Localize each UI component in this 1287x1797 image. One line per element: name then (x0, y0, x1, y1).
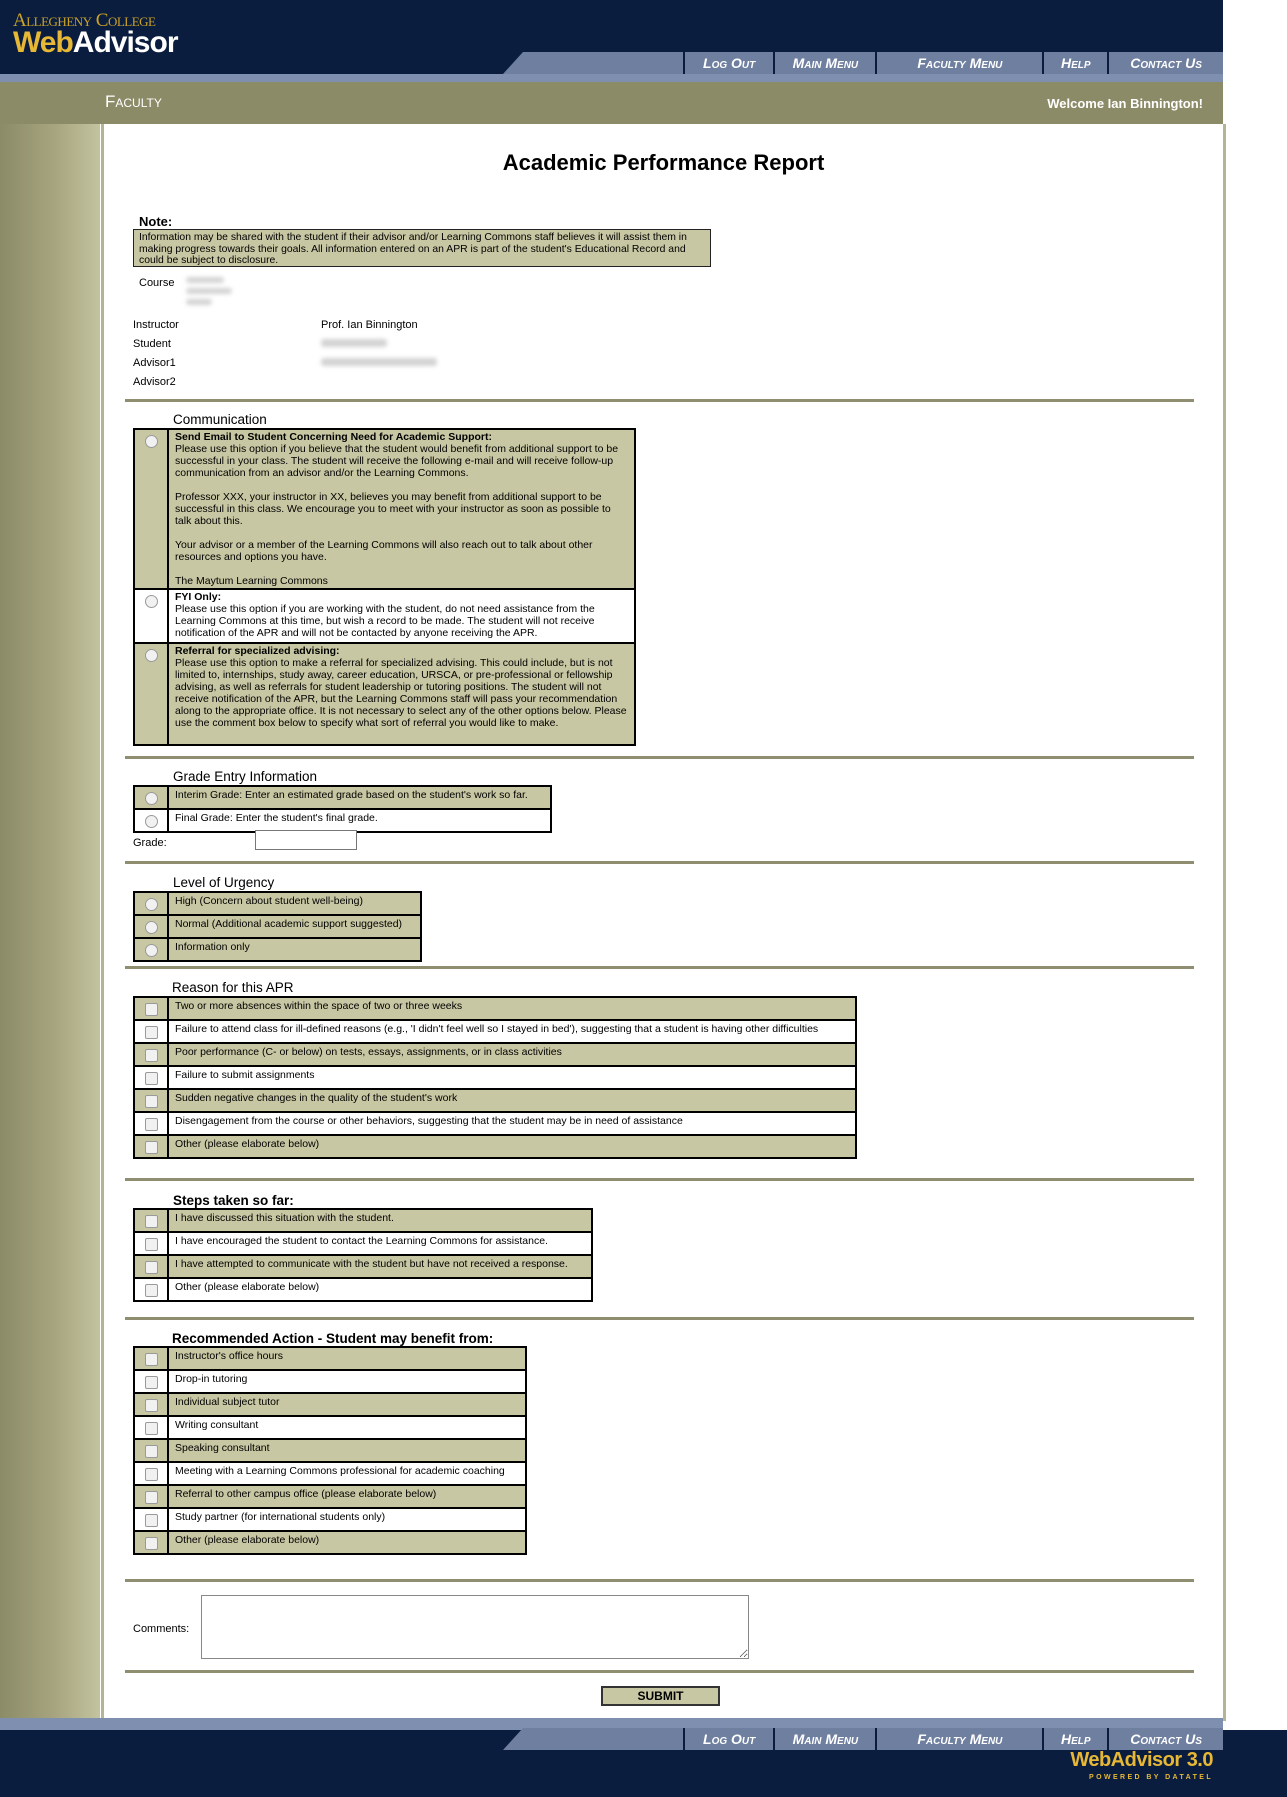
recommend-checkbox[interactable] (145, 1376, 158, 1389)
recommend-checkbox[interactable] (145, 1353, 158, 1366)
referral-radio[interactable] (145, 649, 158, 662)
send-email-radio[interactable] (145, 435, 158, 448)
send-email-title: Send Email to Student Concerning Need for Academic Support: (175, 431, 492, 443)
fyi-only-radio[interactable] (145, 595, 158, 608)
step-label: Other (please elaborate below) (168, 1278, 592, 1301)
recommend-label: Referral to other campus office (please elaborate below) (168, 1485, 526, 1508)
email-body-paragraph: Your advisor or a member of the Learning Commons will also reach out to talk about other resources and options you have. (175, 539, 593, 563)
section-divider (125, 966, 1194, 969)
webadvisor-logo[interactable] (13, 26, 178, 60)
urgency-high-label: High (Concern about student well-being) (168, 892, 421, 915)
redacted-student (321, 339, 387, 347)
comments-textarea[interactable] (201, 1595, 749, 1659)
top-nav (503, 52, 1223, 74)
advisor2-label: Advisor2 (133, 376, 176, 388)
recommend-label: Study partner (for international students only) (168, 1508, 526, 1531)
logo-advisor-text: Advisor (72, 26, 178, 59)
recommend-label: Other (please elaborate below) (168, 1531, 526, 1554)
reason-checkbox[interactable] (145, 1072, 158, 1085)
section-divider (125, 1178, 1194, 1181)
recommended-title: Recommended Action - Student may benefit from: (172, 1331, 494, 1346)
nav-contact-us[interactable]: Contact Us (1107, 52, 1223, 74)
powered-by-text: POWERED BY DATATEL (1089, 1774, 1213, 1781)
step-checkbox[interactable] (145, 1215, 158, 1228)
send-email-desc: Please use this option if you believe that the student would benefit from additional support to be successful in your class. The student will receive the following e-mail and will receive follow-up communication from an advisor and/or the Learning Commons. (175, 443, 619, 479)
reason-label: Other (please elaborate below) (168, 1135, 856, 1158)
fyi-only-desc: Please use this option if you are working with the student, do not need assistance from the Learning Commons at this time, but wish a record to be made. The student will not receive notification of the APR and will not be contacted by anyone receiving the APR. (175, 603, 595, 639)
reason-label: Two or more absences within the space of two or three weeks (168, 997, 856, 1020)
side-gradient (0, 124, 100, 1720)
header-divider (0, 74, 1223, 82)
section-divider (125, 399, 1194, 402)
recommend-label: Individual subject tutor (168, 1393, 526, 1416)
steps-title: Steps taken so far: (173, 1193, 294, 1208)
reason-label: Poor performance (C- or below) on tests, essays, assignments, or in class activities (168, 1043, 856, 1066)
redacted-advisor (321, 358, 437, 366)
step-label: I have discussed this situation with the student. (168, 1209, 592, 1232)
final-grade-radio[interactable] (145, 815, 158, 828)
option-fyi-only (134, 589, 635, 643)
urgency-info-radio[interactable] (145, 944, 158, 957)
reason-checkbox[interactable] (145, 1141, 158, 1154)
recommend-label: Writing consultant (168, 1416, 526, 1439)
redacted-course (186, 299, 212, 305)
instructor-value: Prof. Ian Binnington (321, 319, 418, 331)
reason-label: Failure to attend class for ill-defined reasons (e.g., 'I didn't feel well so I stayed in bed'), suggesting that a student is having other difficulties (168, 1020, 856, 1043)
recommend-checkbox[interactable] (145, 1514, 158, 1527)
note-text: Information may be shared with the student if their advisor and/or Learning Commons staff believes it will assist them in making progress towards their goals. All information entered on an APR is part of the student's Educational Record and could be subject to disclosure. (133, 229, 711, 267)
urgency-normal-label: Normal (Additional academic support suggested) (168, 915, 421, 938)
redacted-course (186, 277, 224, 283)
referral-title: Referral for specialized advising: (175, 645, 340, 657)
instructor-label: Instructor (133, 319, 179, 331)
recommend-checkbox[interactable] (145, 1422, 158, 1435)
nav-faculty-menu[interactable]: Faculty Menu (875, 1728, 1042, 1750)
comments-label: Comments: (133, 1623, 190, 1635)
urgency-title: Level of Urgency (173, 875, 275, 890)
section-divider (125, 861, 1194, 864)
section-divider (125, 756, 1194, 759)
email-signature: The Maytum Learning Commons (175, 575, 328, 587)
option-referral (134, 643, 635, 745)
reason-options (133, 996, 857, 1159)
recommended-options (133, 1346, 527, 1555)
urgency-high-radio[interactable] (145, 898, 158, 911)
faculty-bar (0, 82, 1223, 124)
section-divider (125, 1670, 1194, 1673)
section-divider (125, 1579, 1194, 1582)
note-label: Note: (139, 214, 173, 229)
page-title: Academic Performance Report (502, 150, 825, 175)
option-send-email (134, 429, 635, 589)
step-checkbox[interactable] (145, 1284, 158, 1297)
reason-label: Sudden negative changes in the quality of the student's work (168, 1089, 856, 1112)
recommend-label: Instructor's office hours (168, 1347, 526, 1370)
step-checkbox[interactable] (145, 1238, 158, 1251)
submit-button[interactable]: SUBMIT (601, 1686, 720, 1706)
footer-logo: WebAdvisor 3.0 (1070, 1749, 1213, 1771)
grade-entry-title: Grade Entry Information (173, 769, 318, 784)
recommend-label: Drop-in tutoring (168, 1370, 526, 1393)
reason-checkbox[interactable] (145, 1049, 158, 1062)
step-label: I have encouraged the student to contact the Learning Commons for assistance. (168, 1232, 592, 1255)
main-content (101, 124, 1226, 1721)
final-grade-label: Final Grade: Enter the student's final grade. (168, 809, 551, 832)
communication-title: Communication (173, 412, 267, 427)
bottom-nav (503, 1728, 1223, 1750)
nav-contact-us[interactable]: Contact Us (1107, 1728, 1223, 1750)
student-label: Student (133, 338, 171, 350)
reason-checkbox[interactable] (145, 1118, 158, 1131)
communication-options (133, 428, 636, 746)
nav-main-menu[interactable]: Main Menu (773, 52, 875, 74)
steps-options (133, 1208, 593, 1302)
college-name: Allegheny College (13, 10, 156, 31)
interim-grade-label: Interim Grade: Enter an estimated grade based on the student's work so far. (168, 786, 551, 809)
faculty-title: Faculty (105, 92, 162, 111)
welcome-message: Welcome Ian Binnington! (1047, 96, 1203, 111)
course-label: Course (139, 277, 175, 289)
reason-checkbox[interactable] (145, 1026, 158, 1039)
recommend-label: Speaking consultant (168, 1439, 526, 1462)
redacted-course (186, 288, 232, 294)
nav-logout[interactable]: Log Out (683, 52, 773, 74)
email-body-paragraph: Professor XXX, your instructor in XX, believes you may benefit from additional support to be successful in this class. We encourage you to meet with your instructor as soon as possible to talk about this. (175, 491, 611, 527)
recommend-checkbox[interactable] (145, 1399, 158, 1412)
recommend-label: Meeting with a Learning Commons professional for academic coaching (168, 1462, 526, 1485)
advisor1-label: Advisor1 (133, 357, 176, 369)
nav-main-menu[interactable]: Main Menu (773, 1728, 875, 1750)
nav-faculty-menu[interactable]: Faculty Menu (875, 52, 1042, 74)
nav-help[interactable]: Help (1042, 1728, 1107, 1750)
reason-checkbox[interactable] (145, 1003, 158, 1016)
grade-options (133, 785, 552, 833)
interim-grade-radio[interactable] (145, 792, 158, 805)
nav-logout[interactable]: Log Out (683, 1728, 773, 1750)
urgency-normal-radio[interactable] (145, 921, 158, 934)
reason-label: Disengagement from the course or other behaviors, suggesting that the student may be in need of assistance (168, 1112, 856, 1135)
recommend-checkbox[interactable] (145, 1491, 158, 1504)
step-checkbox[interactable] (145, 1261, 158, 1274)
grade-label: Grade: (133, 837, 167, 849)
fyi-only-title: FYI Only: (175, 591, 222, 603)
recommend-checkbox[interactable] (145, 1468, 158, 1481)
logo-web-text: Web (13, 26, 73, 59)
reason-title: Reason for this APR (172, 980, 294, 995)
step-label: I have attempted to communicate with the student but have not received a response. (168, 1255, 592, 1278)
urgency-options (133, 891, 422, 962)
reason-label: Failure to submit assignments (168, 1066, 856, 1089)
grade-input[interactable] (255, 830, 357, 850)
referral-desc: Please use this option to make a referral for specialized advising. This could include, but is not limited to, internships, study away, career education, URSCA, or pre-professional or fellowship advising, as well as referrals for student leadership or tutoring positions. The student will not receive notification of the APR, but the Learning Commons staff will pass your recommendation along to the appropriate office. It is not necessary to select any of the other options below. Please use the comment box below to specify what sort of referral you would like to make. (175, 657, 627, 729)
reason-checkbox[interactable] (145, 1095, 158, 1108)
recommend-checkbox[interactable] (145, 1537, 158, 1550)
recommend-checkbox[interactable] (145, 1445, 158, 1458)
urgency-info-label: Information only (168, 938, 421, 961)
section-divider (125, 1317, 1194, 1320)
nav-help[interactable]: Help (1042, 52, 1107, 74)
